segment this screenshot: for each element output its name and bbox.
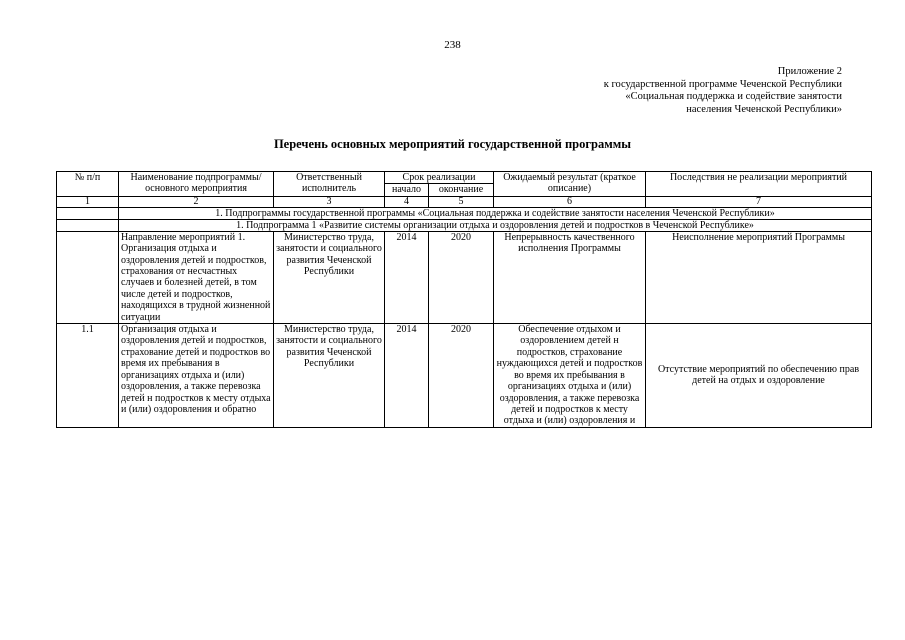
column-number: 3 xyxy=(274,196,385,207)
row-num xyxy=(57,231,119,323)
row-result: Непрерывность качественного исполнения Программы xyxy=(494,231,646,323)
appendix-line: к государственной программе Чеченской Республики xyxy=(603,78,842,90)
column-number: 6 xyxy=(494,196,646,207)
table-header-row xyxy=(57,172,872,184)
row-num: 1.1 xyxy=(57,324,119,428)
row-start: 2014 xyxy=(385,324,429,428)
measures-table xyxy=(56,171,872,428)
row-consequences: Неисполнение мероприятий Программы xyxy=(646,231,872,323)
header-start: начало xyxy=(385,184,429,196)
header-end: окончание xyxy=(429,184,494,196)
row-consequences: Отсутствие мероприятий по обеспечению прав детей на отдых и оздоровление xyxy=(646,324,872,428)
section-row xyxy=(57,219,872,231)
appendix-note xyxy=(604,66,842,116)
column-number: 2 xyxy=(119,196,274,207)
header-period: Срок реализации xyxy=(385,172,494,184)
column-number: 7 xyxy=(646,196,872,207)
column-number: 5 xyxy=(429,196,494,207)
row-executor: Министерство труда, занятости и социального развития Чеченской Республики xyxy=(274,324,385,428)
header-executor: Ответственный исполнитель xyxy=(274,172,385,197)
row-executor: Министерство труда, занятости и социального развития Чеченской Республики xyxy=(274,231,385,323)
appendix-line: Приложение 2 xyxy=(777,66,842,77)
row-start: 2014 xyxy=(385,231,429,323)
section-row xyxy=(57,207,872,219)
header-name: Наименование подпрограммы/ основного мероприятия xyxy=(119,172,274,197)
header-consequences: Последствия не реализации мероприятий xyxy=(646,172,872,197)
row-name: Организация отдыха и оздоровления детей и подростков, страхование детей и подростков во время их пребывания в организациях отдыха и (или) оздоровления, а также перевозка детей н подростков к месту отдыха и (или) оздоровления и обратно xyxy=(119,324,274,428)
row-name: Направление мероприятий 1. Организация отдыха и оздоровления детей и подростков, страхования от несчастных случаев и болезней детей, в том числе детей и подростков, находящихся в трудной жизненной ситуации xyxy=(119,231,274,323)
header-num: № п/п xyxy=(57,172,119,197)
row-end: 2020 xyxy=(429,231,494,323)
appendix-line: «Социальная поддержка и содействие занятости xyxy=(625,91,842,102)
document-title: Перечень основных мероприятий государственной программы xyxy=(273,137,632,151)
table-row xyxy=(57,324,872,428)
section-empty-cell xyxy=(57,219,119,231)
row-result: Обеспечение отдыхом и оздоровлением детей н подростков, страхование нуждающихся детей и подростков во время их пребывания в организациях отдыха и (или) оздоровления, а также перевозка детей и подростков к месту отдыха и (или) оздоровления и xyxy=(494,324,646,428)
section-program-title: 1. Подпрограммы государственной программы «Социальная поддержка и содействие занятости населения Чеченской Республики» xyxy=(119,207,872,219)
column-number: 4 xyxy=(385,196,429,207)
header-result: Ожидаемый результат (краткое описание) xyxy=(494,172,646,197)
column-number-row xyxy=(57,196,872,207)
page-number: 238 xyxy=(444,39,461,51)
table-row xyxy=(57,231,872,323)
column-number: 1 xyxy=(57,196,119,207)
section-subprogram-title: 1. Подпрограмма 1 «Развитие системы организации отдыха и оздоровления детей и подростков в Чеченской Республике» xyxy=(119,219,872,231)
section-empty-cell xyxy=(57,207,119,219)
appendix-line: населения Чеченской Республики» xyxy=(686,103,842,115)
row-end: 2020 xyxy=(429,324,494,428)
